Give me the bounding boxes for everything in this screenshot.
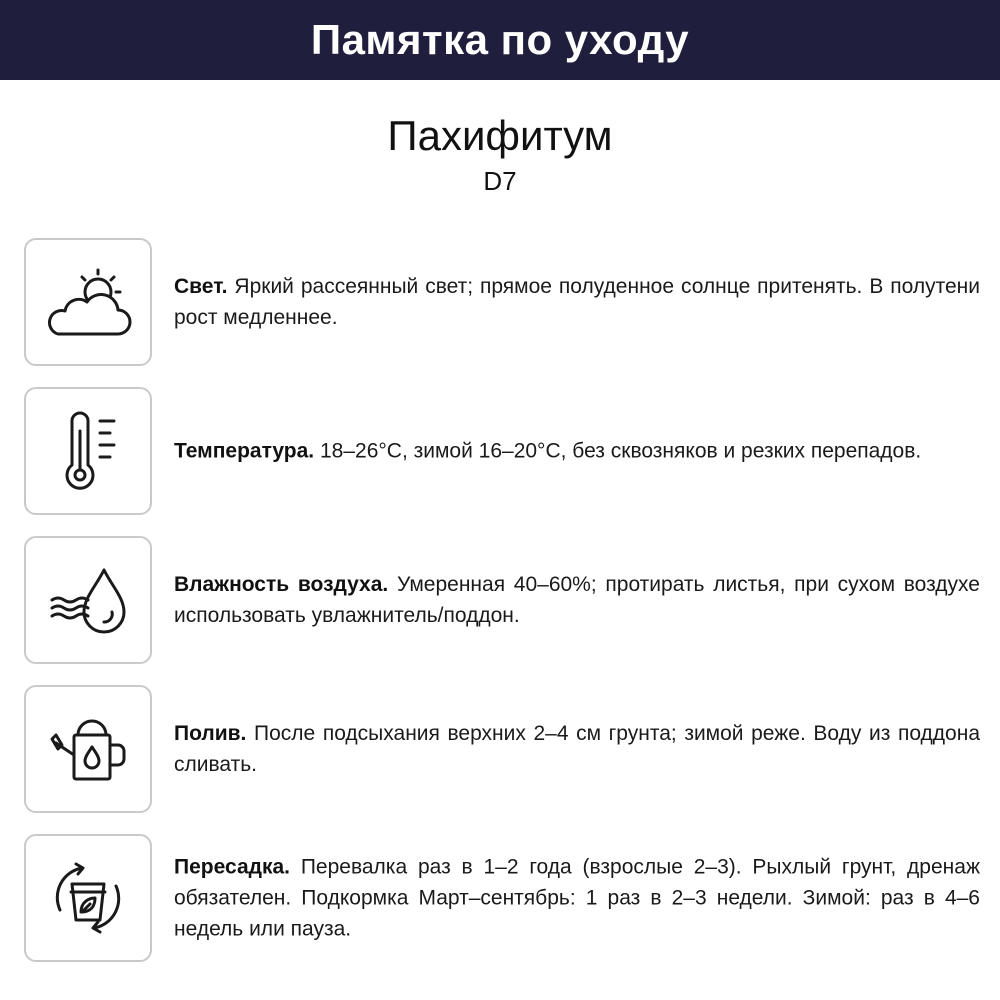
care-text-watering (174, 718, 980, 780)
care-desc-temperature: 18–26°C, зимой 16–20°C, без сквозняков и резких перепадов. (319, 439, 922, 463)
care-desc-humidity: Умеренная 40–60%; протирать листья, при сухом воздухе использовать увлажнитель/поддон. (174, 573, 980, 627)
care-title-watering: Полив. (174, 722, 247, 745)
header-bar (0, 0, 1000, 80)
page-title: Памятка по уходу (310, 16, 690, 63)
care-title-repotting: Пересадка. (174, 855, 290, 879)
care-title-temperature: Температура. (174, 439, 315, 463)
care-text-temperature (174, 436, 980, 467)
care-title-humidity: Влажность воздуха. (174, 573, 389, 596)
care-item-watering (24, 685, 980, 813)
humidity-drop-icon (24, 536, 152, 664)
care-item-temperature (24, 387, 980, 515)
care-desc-repotting: Перевалка раз в 1–2 года (взрослые 2–3). Рыхлый грунт, дренаж обязателен. Подкормка Март–сентябрь: 1 раз в 2–3 недели. Зимой: раз в 4–6 недель или пауза. (174, 855, 980, 941)
care-text-humidity (174, 569, 980, 631)
care-text-light (174, 271, 980, 333)
care-desc-watering: После подсыхания верхних 2–4 см грунта; зимой реже. Воду из поддона сливать. (174, 722, 980, 776)
care-item-humidity (24, 536, 980, 664)
watering-can-icon (24, 685, 152, 813)
thermometer-icon (24, 387, 152, 515)
repot-icon (24, 834, 152, 962)
sun-cloud-icon (24, 238, 152, 366)
plant-code: D7 (483, 166, 517, 196)
care-desc-light: Яркий рассеянный свет; прямое полуденное солнце притенять. В полутени рост медленнее. (174, 275, 980, 329)
care-title-light: Свет. (174, 275, 228, 298)
care-item-light (24, 238, 980, 366)
care-text-repotting (174, 852, 980, 945)
plant-name: Пахифитум (387, 112, 613, 159)
care-item-repotting (24, 834, 980, 962)
